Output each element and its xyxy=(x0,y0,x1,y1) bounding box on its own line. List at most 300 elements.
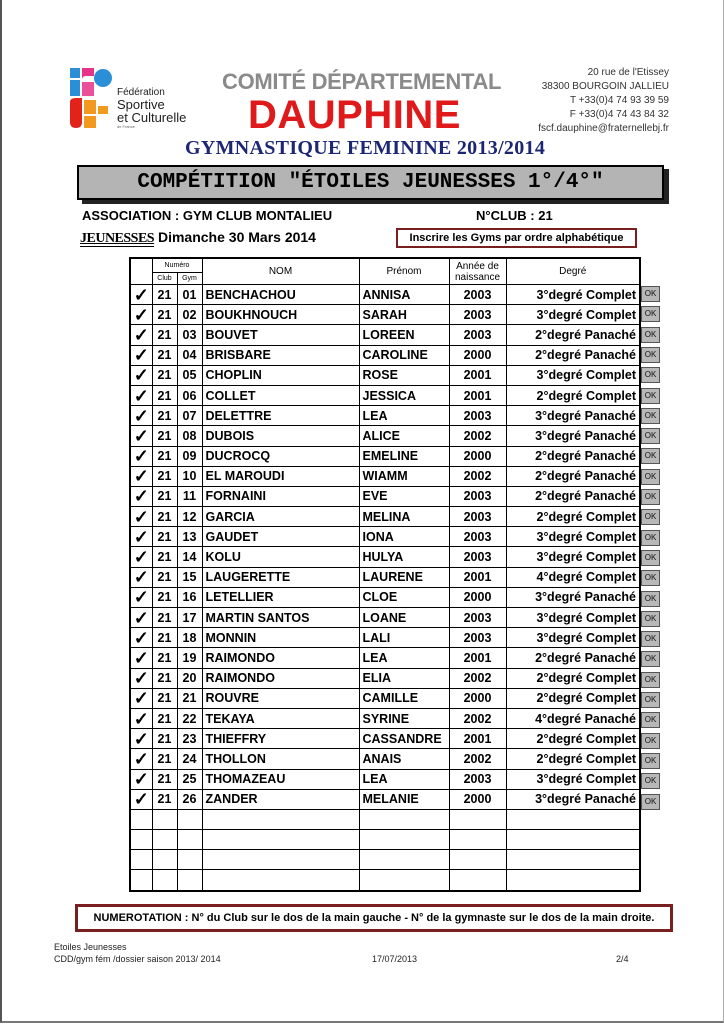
gym-number-cell: 15 xyxy=(177,567,202,587)
table-body xyxy=(130,285,640,891)
club-number-cell: 21 xyxy=(152,567,177,587)
degre-cell: 2°degré Complet xyxy=(506,749,640,769)
degre-cell: 2°degré Panaché xyxy=(506,486,640,506)
address-line2: 38300 BOURGOIN JALLIEU xyxy=(541,81,669,92)
gym-number-cell: 20 xyxy=(177,668,202,688)
empty-cell xyxy=(202,830,359,850)
degre-cell: 4°degré Panaché xyxy=(506,708,640,728)
prenom-cell: LEA xyxy=(359,648,449,668)
nom-cell: RAIMONDO xyxy=(202,648,359,668)
table-row xyxy=(130,446,640,466)
table-row xyxy=(130,587,640,607)
nom-cell: KOLU xyxy=(202,547,359,567)
prenom-cell: ALICE xyxy=(359,426,449,446)
nom-cell: MONNIN xyxy=(202,628,359,648)
gym-number-cell: 11 xyxy=(177,486,202,506)
gym-number-cell: 10 xyxy=(177,466,202,486)
ok-button[interactable]: OK xyxy=(641,327,660,343)
check-mark: ✓ xyxy=(130,789,152,809)
annee-cell: 2002 xyxy=(449,466,506,486)
check-mark: ✓ xyxy=(130,648,152,668)
club-number-cell: 21 xyxy=(152,749,177,769)
check-mark: ✓ xyxy=(130,587,152,607)
table-row xyxy=(130,708,640,728)
empty-row xyxy=(130,850,640,870)
nom-cell: ZANDER xyxy=(202,789,359,809)
instruction-box: Inscrire les Gyms par ordre alphabétique xyxy=(396,228,637,248)
check-mark: ✓ xyxy=(130,608,152,628)
gym-number-cell: 05 xyxy=(177,365,202,385)
degre-header: Degré xyxy=(506,258,640,285)
check-mark: ✓ xyxy=(130,708,152,728)
nom-cell: DELETTRE xyxy=(202,406,359,426)
numerotation-note: NUMEROTATION : N° du Club sur le dos de la main gauche - N° de la gymnaste sur le dos de la main droite. xyxy=(75,904,673,932)
check-header xyxy=(130,258,152,285)
empty-cell xyxy=(177,830,202,850)
prenom-cell: MELANIE xyxy=(359,789,449,809)
table-row xyxy=(130,486,640,506)
nom-cell: DUCROCQ xyxy=(202,446,359,466)
annee-cell: 2003 xyxy=(449,769,506,789)
gym-number-cell: 14 xyxy=(177,547,202,567)
nom-cell: RAIMONDO xyxy=(202,668,359,688)
club-number-cell: 21 xyxy=(152,426,177,446)
prenom-cell: LEA xyxy=(359,769,449,789)
nom-cell: BOUKHNOUCH xyxy=(202,305,359,325)
gym-number-cell: 06 xyxy=(177,385,202,405)
club-number-cell: 21 xyxy=(152,345,177,365)
empty-cell xyxy=(359,809,449,829)
check-mark: ✓ xyxy=(130,345,152,365)
nom-cell: BENCHACHOU xyxy=(202,285,359,305)
ok-button[interactable]: OK xyxy=(641,773,660,789)
degre-cell: 3°degré Complet xyxy=(506,527,640,547)
address-block xyxy=(509,66,669,136)
degre-cell: 3°degré Complet xyxy=(506,285,640,305)
empty-cell xyxy=(130,850,152,870)
club-number-cell: 21 xyxy=(152,587,177,607)
prenom-cell: LAURENE xyxy=(359,567,449,587)
empty-cell xyxy=(152,870,177,891)
degre-cell: 2°degré Complet xyxy=(506,729,640,749)
ok-button[interactable]: OK xyxy=(641,570,660,586)
table-row xyxy=(130,285,640,305)
annee-cell: 2000 xyxy=(449,345,506,365)
empty-cell xyxy=(202,850,359,870)
ok-button[interactable]: OK xyxy=(641,631,660,647)
annee-cell: 2000 xyxy=(449,446,506,466)
address-line3: T +33(0)4 74 93 39 59 xyxy=(569,95,669,106)
annee-cell: 2002 xyxy=(449,426,506,446)
club-number-cell: 21 xyxy=(152,305,177,325)
table-row xyxy=(130,305,640,325)
degre-cell: 2°degré Complet xyxy=(506,507,640,527)
empty-cell xyxy=(177,870,202,891)
prenom-cell: CLOE xyxy=(359,587,449,607)
empty-cell xyxy=(177,850,202,870)
ok-button[interactable]: OK xyxy=(641,428,660,444)
nom-cell: THIEFFRY xyxy=(202,729,359,749)
degre-cell: 3°degré Complet xyxy=(506,608,640,628)
gym-number-cell: 03 xyxy=(177,325,202,345)
table-row xyxy=(130,527,640,547)
club-number-cell: 21 xyxy=(152,708,177,728)
ok-button[interactable]: OK xyxy=(641,286,660,302)
degre-cell: 2°degré Complet xyxy=(506,668,640,688)
club-number-cell: 21 xyxy=(152,729,177,749)
check-mark: ✓ xyxy=(130,486,152,506)
gym-number-cell: 04 xyxy=(177,345,202,365)
prenom-cell: ANNISA xyxy=(359,285,449,305)
table-row xyxy=(130,325,640,345)
club-number-cell: 21 xyxy=(152,648,177,668)
empty-cell xyxy=(449,809,506,829)
prenom-header: Prénom xyxy=(359,258,449,285)
address-line1: 20 rue de l'Etissey xyxy=(587,67,669,78)
empty-cell xyxy=(506,850,640,870)
check-mark: ✓ xyxy=(130,628,152,648)
annee-cell: 2003 xyxy=(449,285,506,305)
gym-number-cell: 08 xyxy=(177,426,202,446)
check-mark: ✓ xyxy=(130,305,152,325)
table-row xyxy=(130,426,640,446)
prenom-cell: ANAIS xyxy=(359,749,449,769)
nom-cell: LETELLIER xyxy=(202,587,359,607)
gym-number-cell: 19 xyxy=(177,648,202,668)
club-number-cell: 21 xyxy=(152,285,177,305)
check-mark: ✓ xyxy=(130,769,152,789)
annee-cell: 2003 xyxy=(449,406,506,426)
annee-cell: 2001 xyxy=(449,729,506,749)
annee-cell: 2003 xyxy=(449,608,506,628)
ok-button[interactable]: OK xyxy=(641,794,660,810)
check-mark: ✓ xyxy=(130,507,152,527)
prenom-cell: SYRINE xyxy=(359,708,449,728)
check-mark: ✓ xyxy=(130,365,152,385)
degre-cell: 2°degré Panaché xyxy=(506,446,640,466)
gym-number-cell: 22 xyxy=(177,708,202,728)
subtitle-heading: GYMNASTIQUE FEMININE 2013/2014 xyxy=(185,137,546,159)
annee-cell: 2003 xyxy=(449,305,506,325)
ok-button[interactable]: OK xyxy=(641,712,660,728)
table-row xyxy=(130,385,640,405)
empty-row xyxy=(130,870,640,891)
ok-button[interactable]: OK xyxy=(641,753,660,769)
annee-cell: 2001 xyxy=(449,365,506,385)
degre-cell: 2°degré Panaché xyxy=(506,325,640,345)
ok-button[interactable]: OK xyxy=(641,509,660,525)
table-row xyxy=(130,507,640,527)
annee-cell: 2003 xyxy=(449,628,506,648)
nom-cell: GARCIA xyxy=(202,507,359,527)
comite-heading: COMITÉ DÉPARTEMENTAL xyxy=(222,69,502,94)
degre-cell: 3°degré Complet xyxy=(506,365,640,385)
prenom-cell: LOANE xyxy=(359,608,449,628)
category-label: JEUNESSES xyxy=(80,231,155,246)
club-number-cell: 21 xyxy=(152,668,177,688)
gym-number-cell: 23 xyxy=(177,729,202,749)
table-row xyxy=(130,769,640,789)
club-number-cell: 21 xyxy=(152,527,177,547)
annee-cell: 2002 xyxy=(449,749,506,769)
table-row xyxy=(130,688,640,708)
nom-cell: CHOPLIN xyxy=(202,365,359,385)
gym-number-cell: 07 xyxy=(177,406,202,426)
nom-cell: THOLLON xyxy=(202,749,359,769)
table-row xyxy=(130,628,640,648)
club-number-cell: 21 xyxy=(152,365,177,385)
nom-cell: BOUVET xyxy=(202,325,359,345)
logo-line3: et Culturelle xyxy=(117,110,187,125)
prenom-cell: LALI xyxy=(359,628,449,648)
gymnast-table xyxy=(129,257,641,892)
empty-cell xyxy=(130,870,152,891)
empty-cell xyxy=(506,830,640,850)
annee-cell: 2003 xyxy=(449,486,506,506)
gym-number-cell: 21 xyxy=(177,688,202,708)
ok-button[interactable]: OK xyxy=(641,489,660,505)
degre-cell: 3°degré Complet xyxy=(506,305,640,325)
gym-number-cell: 25 xyxy=(177,769,202,789)
check-mark: ✓ xyxy=(130,285,152,305)
nom-cell: MARTIN SANTOS xyxy=(202,608,359,628)
prenom-cell: CAMILLE xyxy=(359,688,449,708)
nom-cell: LAUGERETTE xyxy=(202,567,359,587)
club-number-cell: 21 xyxy=(152,446,177,466)
check-mark: ✓ xyxy=(130,688,152,708)
nom-cell: TEKAYA xyxy=(202,708,359,728)
numero-header: Numéro xyxy=(152,258,202,273)
prenom-cell: IONA xyxy=(359,527,449,547)
gym-number-cell: 16 xyxy=(177,587,202,607)
club-number: N°CLUB : 21 xyxy=(476,208,553,223)
check-mark: ✓ xyxy=(130,466,152,486)
check-mark: ✓ xyxy=(130,547,152,567)
ok-button[interactable]: OK xyxy=(641,530,660,546)
club-header: Club xyxy=(152,273,177,285)
table-row xyxy=(130,608,640,628)
degre-cell: 2°degré Panaché xyxy=(506,345,640,365)
degre-cell: 3°degré Complet xyxy=(506,547,640,567)
nom-cell: COLLET xyxy=(202,385,359,405)
prenom-cell: SARAH xyxy=(359,305,449,325)
category-date xyxy=(80,229,316,247)
annee-cell: 2003 xyxy=(449,527,506,547)
empty-cell xyxy=(202,870,359,891)
nom-cell: THOMAZEAU xyxy=(202,769,359,789)
check-mark: ✓ xyxy=(130,527,152,547)
empty-cell xyxy=(359,830,449,850)
fscf-logo xyxy=(68,66,112,132)
table-row xyxy=(130,547,640,567)
annee-cell: 2000 xyxy=(449,789,506,809)
logo-line1: Fédération xyxy=(117,87,165,98)
gym-number-cell: 09 xyxy=(177,446,202,466)
degre-cell: 3°degré Complet xyxy=(506,769,640,789)
degre-cell: 3°degré Panaché xyxy=(506,587,640,607)
address-line4: F +33(0)4 74 43 84 32 xyxy=(569,109,669,120)
ok-button[interactable]: OK xyxy=(641,550,660,566)
club-number-cell: 21 xyxy=(152,547,177,567)
ok-button[interactable]: OK xyxy=(641,672,660,688)
nom-cell: BRISBARE xyxy=(202,345,359,365)
table-row xyxy=(130,406,640,426)
footer-date: 17/07/2013 xyxy=(372,954,418,964)
degre-cell: 3°degré Panaché xyxy=(506,406,640,426)
degre-cell: 2°degré Panaché xyxy=(506,466,640,486)
competition-date: Dimanche 30 Mars 2014 xyxy=(157,229,316,245)
prenom-cell: LEA xyxy=(359,406,449,426)
footer-page: 2/4 xyxy=(616,954,629,964)
table-row xyxy=(130,749,640,769)
prenom-cell: JESSICA xyxy=(359,385,449,405)
annee-cell: 2003 xyxy=(449,507,506,527)
ok-button[interactable]: OK xyxy=(641,448,660,464)
gym-number-cell: 12 xyxy=(177,507,202,527)
empty-cell xyxy=(177,809,202,829)
degre-cell: 2°degré Panaché xyxy=(506,648,640,668)
dauphine-heading: DAUPHINE xyxy=(248,93,461,137)
annee-cell: 2002 xyxy=(449,708,506,728)
prenom-cell: EVE xyxy=(359,486,449,506)
check-mark: ✓ xyxy=(130,567,152,587)
prenom-cell: CASSANDRE xyxy=(359,729,449,749)
empty-cell xyxy=(130,809,152,829)
empty-cell xyxy=(359,850,449,870)
club-number-cell: 21 xyxy=(152,466,177,486)
annee-cell: 2000 xyxy=(449,688,506,708)
ok-button[interactable]: OK xyxy=(641,408,660,424)
club-number-cell: 21 xyxy=(152,608,177,628)
club-number-cell: 21 xyxy=(152,325,177,345)
nom-cell: ROUVRE xyxy=(202,688,359,708)
degre-cell: 2°degré Complet xyxy=(506,688,640,708)
prenom-cell: ELIA xyxy=(359,668,449,688)
gym-number-cell: 18 xyxy=(177,628,202,648)
degre-cell: 3°degré Panaché xyxy=(506,789,640,809)
degre-cell: 3°degré Panaché xyxy=(506,426,640,446)
prenom-cell: ROSE xyxy=(359,365,449,385)
ok-button[interactable]: OK xyxy=(641,591,660,607)
gym-number-cell: 17 xyxy=(177,608,202,628)
club-number-cell: 21 xyxy=(152,507,177,527)
club-number-cell: 21 xyxy=(152,789,177,809)
logo-line2: Sportive xyxy=(117,97,165,112)
empty-cell xyxy=(152,809,177,829)
footer-title: Etoiles Jeunesses xyxy=(54,942,127,952)
address-email: fscf.dauphine@fraternellebj.fr xyxy=(538,123,669,134)
empty-row xyxy=(130,830,640,850)
check-mark: ✓ xyxy=(130,729,152,749)
club-number-cell: 21 xyxy=(152,385,177,405)
annee-cell: 2001 xyxy=(449,385,506,405)
annee-cell: 2003 xyxy=(449,325,506,345)
nom-cell: EL MAROUDI xyxy=(202,466,359,486)
ok-button[interactable]: OK xyxy=(641,367,660,383)
table-row xyxy=(130,466,640,486)
footer-path: CDD/gym fém /dossier saison 2013/ 2014 xyxy=(54,954,221,964)
annee-cell: 2000 xyxy=(449,587,506,607)
check-mark: ✓ xyxy=(130,749,152,769)
ok-button[interactable]: OK xyxy=(641,469,660,485)
table-row xyxy=(130,789,640,809)
competition-banner: COMPÉTITION "ÉTOILES JEUNESSES 1°/4°" xyxy=(77,165,664,200)
club-number-cell: 21 xyxy=(152,486,177,506)
club-number-cell: 21 xyxy=(152,406,177,426)
empty-cell xyxy=(449,870,506,891)
ok-button[interactable]: OK xyxy=(641,347,660,363)
empty-cell xyxy=(152,830,177,850)
nom-cell: GAUDET xyxy=(202,527,359,547)
association-label: ASSOCIATION : GYM CLUB MONTALIEU xyxy=(82,208,333,223)
gym-number-cell: 26 xyxy=(177,789,202,809)
empty-cell xyxy=(449,850,506,870)
empty-cell xyxy=(130,830,152,850)
table-row xyxy=(130,567,640,587)
gym-number-cell: 24 xyxy=(177,749,202,769)
check-mark: ✓ xyxy=(130,668,152,688)
degre-cell: 2°degré Complet xyxy=(506,385,640,405)
empty-cell xyxy=(506,809,640,829)
nom-cell: DUBOIS xyxy=(202,426,359,446)
table-row xyxy=(130,648,640,668)
nom-cell: FORNAINI xyxy=(202,486,359,506)
check-mark: ✓ xyxy=(130,426,152,446)
empty-row xyxy=(130,809,640,829)
gym-number-cell: 01 xyxy=(177,285,202,305)
prenom-cell: WIAMM xyxy=(359,466,449,486)
ok-button[interactable]: OK xyxy=(641,306,660,322)
empty-cell xyxy=(506,870,640,891)
annee-cell: 2001 xyxy=(449,567,506,587)
annee-cell: 2001 xyxy=(449,648,506,668)
prenom-cell: MELINA xyxy=(359,507,449,527)
empty-cell xyxy=(359,870,449,891)
gym-header: Gym xyxy=(177,273,202,285)
gym-number-cell: 02 xyxy=(177,305,202,325)
logo-text xyxy=(117,88,186,129)
degre-cell: 3°degré Complet xyxy=(506,628,640,648)
table-row xyxy=(130,668,640,688)
prenom-cell: EMELINE xyxy=(359,446,449,466)
annee-cell: 2002 xyxy=(449,668,506,688)
table-row xyxy=(130,345,640,365)
nom-header: NOM xyxy=(202,258,359,285)
empty-cell xyxy=(202,809,359,829)
gym-number-cell: 13 xyxy=(177,527,202,547)
ok-button[interactable]: OK xyxy=(641,611,660,627)
table-row xyxy=(130,729,640,749)
degre-cell: 4°degré Complet xyxy=(506,567,640,587)
check-mark: ✓ xyxy=(130,385,152,405)
ok-button[interactable]: OK xyxy=(641,733,660,749)
ok-button[interactable]: OK xyxy=(641,651,660,667)
prenom-cell: LOREEN xyxy=(359,325,449,345)
annee-header: Année de naissance xyxy=(449,258,506,285)
table-row xyxy=(130,365,640,385)
empty-cell xyxy=(152,850,177,870)
ok-button[interactable]: OK xyxy=(641,692,660,708)
ok-button[interactable]: OK xyxy=(641,388,660,404)
logo-line4: de France xyxy=(117,124,136,129)
club-number-cell: 21 xyxy=(152,769,177,789)
empty-cell xyxy=(449,830,506,850)
club-number-cell: 21 xyxy=(152,688,177,708)
check-mark: ✓ xyxy=(130,406,152,426)
prenom-cell: HULYA xyxy=(359,547,449,567)
prenom-cell: CAROLINE xyxy=(359,345,449,365)
check-mark: ✓ xyxy=(130,446,152,466)
